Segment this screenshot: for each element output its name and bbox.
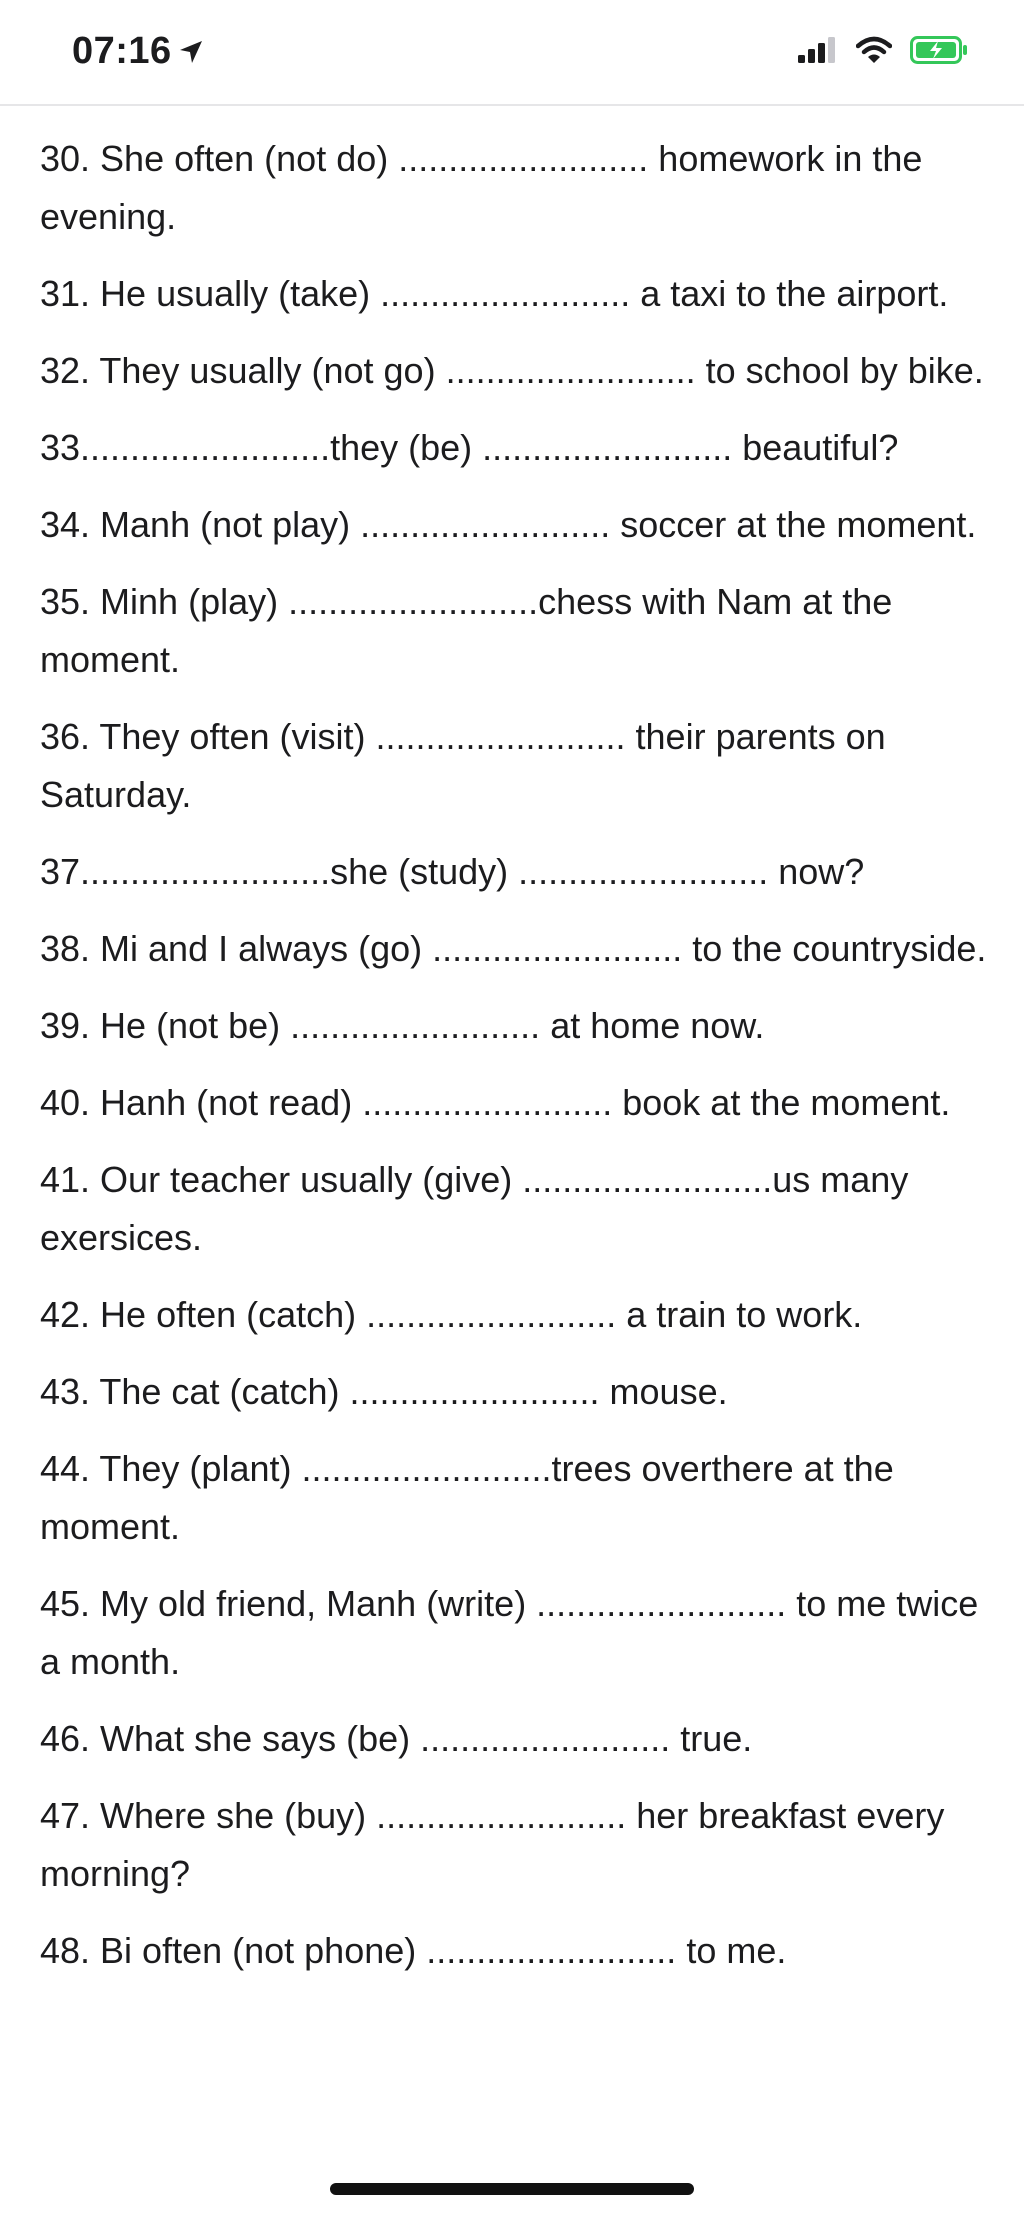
exercise-item-36: 36. They often (visit) ......................... their parents on Saturday. — [40, 716, 886, 815]
exercise-item-37: 37.........................she (study) ......................... now? — [40, 851, 865, 892]
exercise-item-42: 42. He often (catch) ......................... a train to work. — [40, 1294, 863, 1335]
time-label: 07:16 — [72, 30, 172, 72]
exercise-item-38: 38. Mi and I always (go) ......................... to the countryside. — [40, 928, 987, 969]
exercise-list — [40, 130, 1000, 1999]
signal-icon — [798, 37, 838, 63]
exercise-item-39: 39. He (not be) ......................... at home now. — [40, 1005, 765, 1046]
exercise-item-31: 31. He usually (take) ......................... a taxi to the airport. — [40, 273, 949, 314]
exercise-item-34: 34. Manh (not play) ......................... soccer at the moment. — [40, 504, 977, 545]
exercise-item-32: 32. They usually (not go) ......................... to school by bike. — [40, 350, 984, 391]
exercise-item-48: 48. Bi often (not phone) ......................... to me. — [40, 1930, 787, 1971]
status-icons — [798, 36, 968, 64]
status-time — [72, 30, 204, 73]
exercise-item-33: 33.........................they (be) ......................... beautiful? — [40, 427, 899, 468]
status-bar — [0, 0, 1024, 106]
wifi-icon — [856, 36, 892, 64]
battery-charging-icon — [910, 36, 968, 64]
location-arrow-icon — [178, 39, 204, 65]
exercise-item-40: 40. Hanh (not read) ......................... book at the moment. — [40, 1082, 951, 1123]
exercise-item-47: 47. Where she (buy) ......................... her breakfast every morning? — [40, 1795, 945, 1894]
exercise-item-41: 41. Our teacher usually (give) .........................us many exersices. — [40, 1159, 909, 1258]
exercise-item-45: 45. My old friend, Manh (write) ......................... to me twice a month. — [40, 1583, 979, 1682]
exercise-item-30: 30. She often (not do) ......................... homework in the evening. — [40, 138, 923, 237]
exercise-item-43: 43. The cat (catch) ......................... mouse. — [40, 1371, 728, 1412]
home-indicator[interactable] — [330, 2183, 694, 2195]
exercise-item-44: 44. They (plant) .........................trees overthere at the moment. — [40, 1448, 894, 1547]
exercise-item-35: 35. Minh (play) .........................chess with Nam at the moment. — [40, 581, 893, 680]
exercise-item-46: 46. What she says (be) ......................... true. — [40, 1718, 753, 1759]
